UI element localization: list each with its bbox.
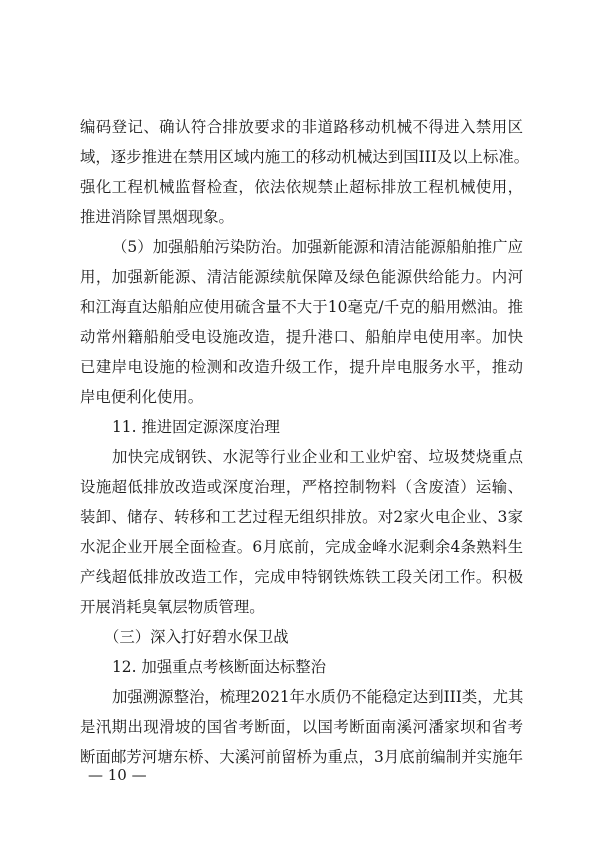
- paragraph-line: 推进消除冒黑烟现象。: [80, 208, 234, 226]
- paragraph-line: 是汛期出现滑坡的国省考断面，以国考断面南溪河潘家坝和省考: [80, 718, 523, 736]
- paragraph-line: 水泥企业开展全面检查。6月底前，完成金峰水泥剩余4条熟料生: [80, 538, 523, 556]
- paragraph-line: 用，加强新能源、清洁能源续航保障及绿色能源供给能力。内河: [80, 268, 523, 286]
- paragraph-line: 岸电便利化使用。: [80, 388, 204, 406]
- paragraph-line: 开展消耗臭氧层物质管理。: [80, 598, 265, 616]
- paragraph-line: 设施超低排放改造或深度治理，严格控制物料（含废渣）运输、: [80, 478, 523, 496]
- paragraph-line: 加强溯源整治，梳理2021年水质仍不能稳定达到III类，尤其: [112, 688, 524, 706]
- paragraph-line: 产线超低排放改造工作，完成申特钢铁炼铁工段关闭工作。积极: [80, 568, 523, 586]
- paragraph-line: 动常州籍船舶受电设施改造，提升港口、船舶岸电使用率。加快: [80, 328, 523, 346]
- section-heading: 12. 加强重点考核断面达标整治: [112, 658, 327, 676]
- paragraph-line: 加快完成钢铁、水泥等行业企业和工业炉窑、垃圾焚烧重点: [112, 448, 523, 466]
- paragraph-line: 断面邮芳河塘东桥、大溪河前留桥为重点，3月底前编制并实施年: [80, 748, 523, 766]
- page-number: — 10 —: [88, 766, 147, 784]
- paragraph-line: 已建岸电设施的检测和改造升级工作，提升岸电服务水平，推动: [80, 358, 523, 376]
- paragraph-line: 编码登记、确认符合排放要求的非道路移动机械不得进入禁用区: [80, 118, 523, 136]
- section-heading: （三）深入打好碧水保卫战: [104, 628, 289, 646]
- paragraph-line: 强化工程机械监督检查，依法依规禁止超标排放工程机械使用，: [80, 178, 523, 196]
- paragraph-line: 装卸、储存、转移和工艺过程无组织排放。对2家火电企业、3家: [80, 508, 523, 526]
- paragraph-line: （5）加强船舶污染防治。加强新能源和清洁能源船舶推广应: [112, 238, 523, 256]
- section-heading: 11. 推进固定源深度治理: [112, 418, 280, 436]
- paragraph-line: 域，逐步推进在禁用区域内施工的移动机械达到国III及以上标准。: [80, 148, 530, 166]
- paragraph-line: 和江海直达船舶应使用硫含量不大于10毫克/千克的船用燃油。推: [80, 298, 523, 316]
